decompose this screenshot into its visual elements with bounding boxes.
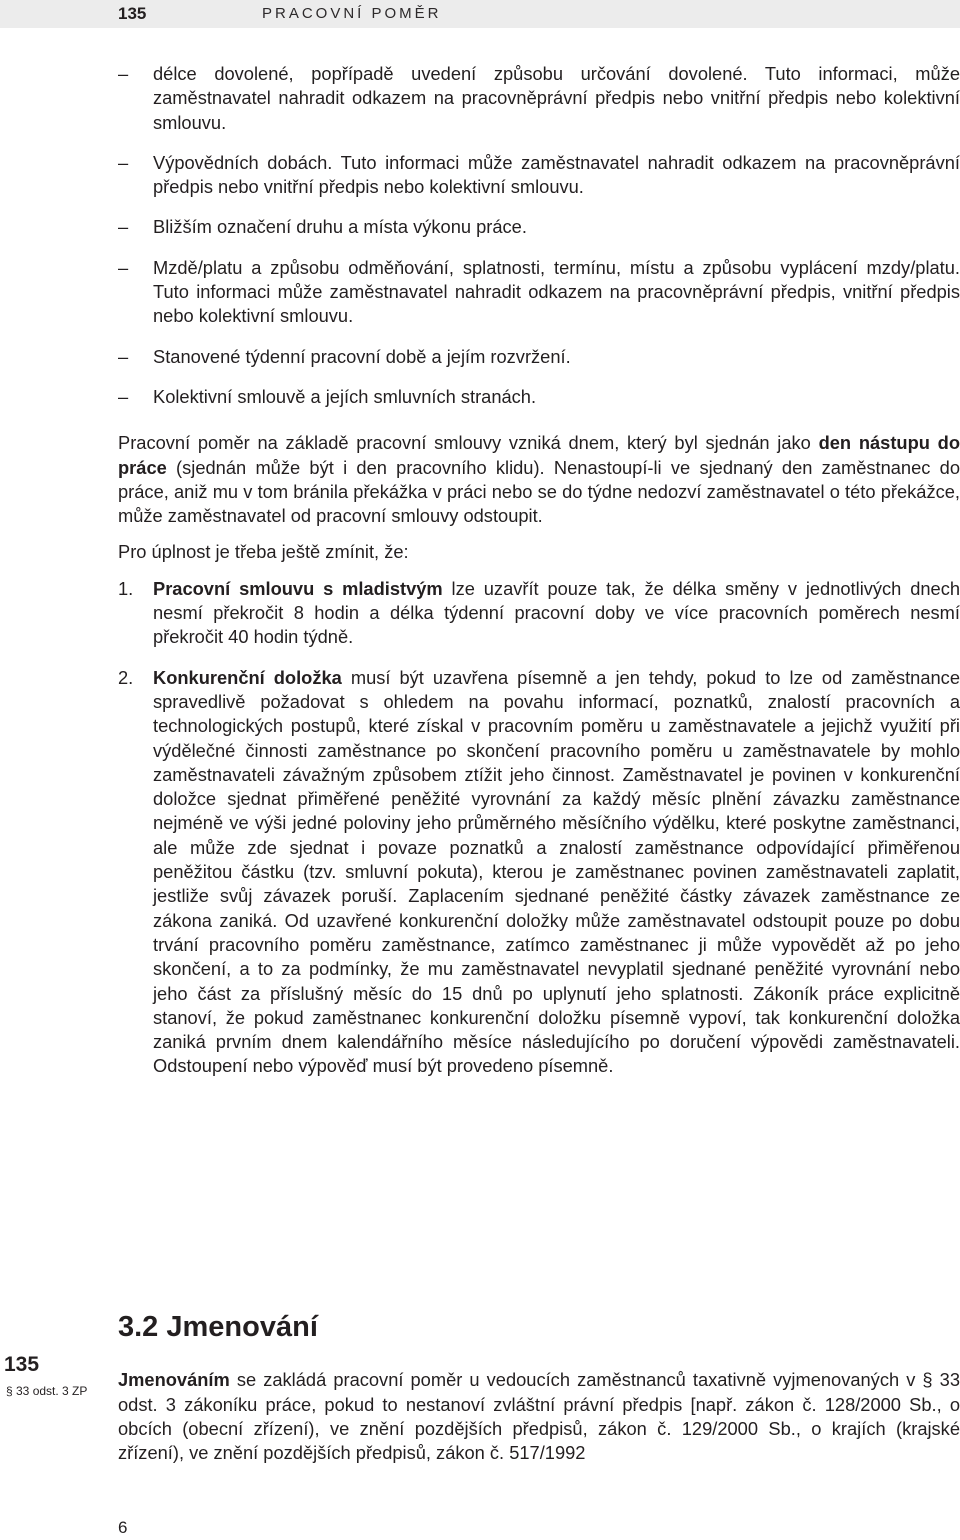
dash-list [118, 62, 960, 409]
bold-term: Konkurenční doložka [153, 666, 342, 688]
dash-bullet: – [118, 256, 129, 278]
paragraph-text: (sjednán může být i den pracovního klidu). Nenastoupí-li ve sjednaný den zaměstnanec do práce, aniž mu v tom bránila překážka v práci nebo se do týdne nedozví zaměstnavatel o této překážce, může zaměstnavatel od pracovní smlouvy odstoupit. [118, 456, 960, 527]
section-paragraph [118, 1368, 960, 1465]
section-heading: 3.2 Jmenování [118, 1311, 318, 1344]
dash-list-item [118, 345, 960, 369]
running-header [0, 0, 960, 28]
numbered-item-text: lze uzavřít pouze tak, že délka směny v jednotlivých dnech nesmí překročit 8 hodin a délka týdenní pracovní doby ve více pracovních poměrech nesmí překročit 40 hodin týdně. [153, 577, 960, 648]
numbered-list-item [118, 577, 960, 650]
dash-item-text: Kolektivní smlouvě a jejích smluvních stranách. [153, 385, 537, 407]
dash-bullet: – [118, 385, 129, 407]
paragraph-text: Pracovní poměr na základě pracovní smlouvy vzniká dnem, který byl sjednán jako [118, 432, 819, 454]
dash-list-item [118, 256, 960, 329]
bold-term: Pracovní smlouvu s mladistvým [153, 577, 443, 599]
section-paragraph-text: se zakládá pracovní poměr u vedoucích zaměstnanců taxativně vyjmenovaných v § 33 odst. 3 zákoníku práce, pokud to nestanoví zvláštní právní předpis [např. zákon č. 128/2000 Sb., o obcích (obecní zřízení), ve znění pozdějších předpisů, zákon č. 129/2000 Sb., o krajích (krajské zřízení), ve znění pozdějších předpisů, zákon č. 517/1992 [118, 1369, 960, 1464]
item-number: 1. [118, 577, 134, 599]
dash-item-text: Bližším označení druhu a místa výkonu práce. [153, 216, 527, 238]
dash-bullet: – [118, 63, 129, 84]
dash-bullet: – [118, 345, 129, 367]
bold-term: den nástupu do práce [118, 432, 960, 478]
numbered-list-item [118, 666, 960, 1079]
numbered-list [118, 577, 960, 1079]
dash-item-text: Stanovené týdenní pracovní době a jejím rozvržení. [153, 345, 571, 367]
paragraph-intro: Pro úplnost je třeba ještě zmínit, že: [118, 541, 409, 563]
dash-list-item [118, 151, 960, 200]
dash-list-item [118, 385, 960, 409]
dash-item-text: délce dovolené, popřípadě uvedení způsobu určování dovolené. Tuto informaci, může zaměstnavatel nahradit odkazem na pracovněprávní předpis nebo vnitřní předpis nebo kolektivní smlouvu. [153, 63, 960, 133]
footer-page-number: 6 [118, 1518, 128, 1537]
bold-term: Jmenováním [118, 1369, 230, 1391]
dash-item-text: Mzdě/platu a způsobu odměňování, splatnosti, termínu, místu a způsobu vyplácení mzdy/platu. Tuto informaci může zaměstnavatel nahradit odkazem na pracovněprávní předpis, vnitřní předpis nebo kolektivní smlouvu. [153, 256, 960, 327]
dash-bullet: – [118, 216, 129, 238]
header-running-title: PRACOVNÍ POMĚR [262, 5, 442, 22]
margin-paragraph-number: 135 [4, 1353, 40, 1376]
dash-list-item [118, 62, 960, 135]
dash-list-item [118, 215, 960, 239]
paragraph-start-of-employment [118, 431, 960, 528]
margin-legal-reference: § 33 odst. 3 ZP [6, 1384, 88, 1398]
main-text [118, 62, 960, 1079]
numbered-item-text: musí být uzavřena písemně a jen tehdy, pokud to lze od zaměstnance spravedlivě požadovat s ohledem na povahu informací, poznatků, znalostí pracovních a technologických postupů, které získal v pracovním poměru u zaměstnavatele a jejichž využití při výdělečné činnosti zaměstnance po skončení pracovního poměru u zaměstnavatele by mohlo zaměstnavateli závažným způsobem ztížit jeho činnost. Zaměstnavatel je povinen v konkurenční doložce sjednat přiměřené peněžité vyrovnání za každý měsíc plnění závazku zaměstnance nejméně ve výši jedné poloviny jeho průměrného měsíčního výdělku, které poskytne zaměstnanci, ale může zde sjednat i povaze poznatků a znalostí zaměstnance odpovídající přiměřenou peněžitou částku (tzv. smluvní pokuta), kterou je zaměstnanec povinen zaměstnavateli zaplatit, jestliže svůj závazek poruší. Zaplacením sjednané peněžité částky závazek zaměstnance ze zákona zaniká. Od uzavřené konkurenční doložky může zaměstnavatel odstoupit pouze po dobu trvání pracovního poměru zaměstnance, zatímco zaměstnanec ji může vypovědět až po jeho skončení, a to za podmínky, že mu zaměstnavatel nevyplatil sjednané peněžité vyrovnání nebo jeho část za příslušný měsíc do 15 dnů po uplynutí jeho splatnosti. Zákoník práce explicitně stanoví, že pokud zaměstnanec konkurenční doložku písemně vypoví, tak konkurenční doložka zaniká prvním dnem kalendářního měsíce následujícího po doručení výpovědi zaměstnavateli. Odstoupení nebo výpověď musí být provedeno písemně. [153, 666, 960, 1077]
item-number: 2. [118, 666, 134, 688]
dash-item-text: Výpovědních dobách. Tuto informaci může zaměstnavatel nahradit odkazem na pracovněprávní předpis nebo vnitřní předpis nebo kolektivní smlouvu. [153, 151, 960, 198]
header-page-number: 135 [118, 4, 147, 23]
dash-bullet: – [118, 151, 129, 173]
